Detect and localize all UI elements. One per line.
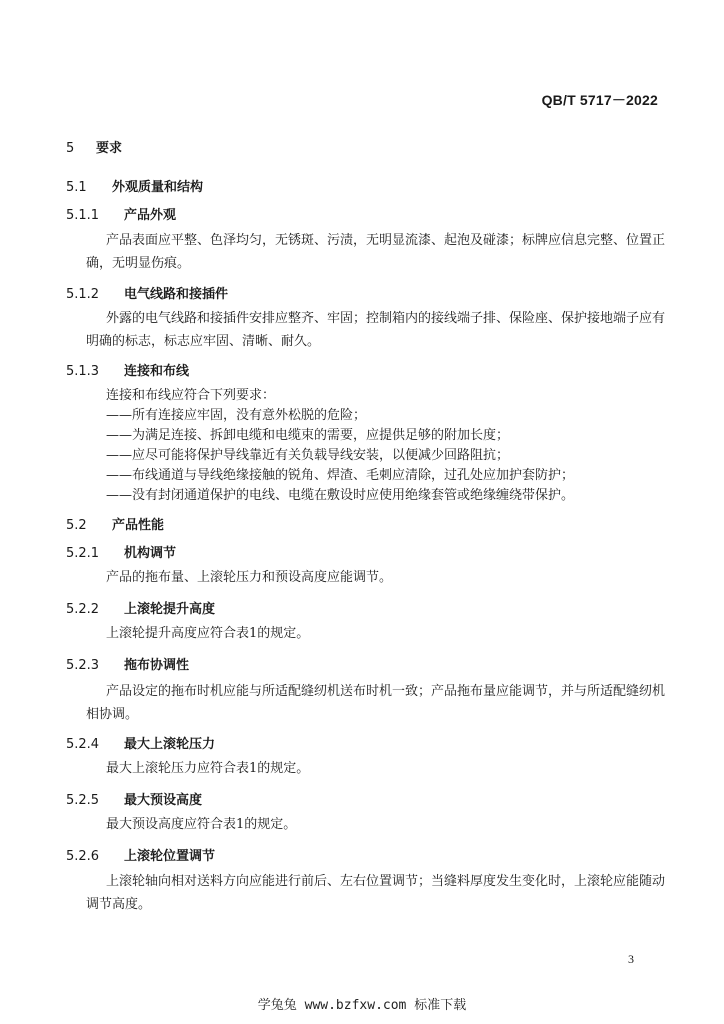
section-heading-5-1 (66, 176, 203, 195)
section-heading-5-2-6 (66, 845, 215, 864)
section-title: 产品性能 (112, 518, 165, 533)
section-number: 5.1 (66, 180, 87, 195)
paragraph-line: 产品设定的拖布时机应能与所适配缝纫机送布时机一致；产品拖布量应能调节，并与所适配缝纫机 (106, 684, 666, 699)
paragraph-line: 产品表面应平整、色泽均匀，无锈斑、污渍，无明显流漆、起泡及碰漆；标牌应信息完整、位置正 (106, 233, 666, 248)
paragraph-line: 明确的标志，标志应牢固、清晰、耐久。 (86, 334, 321, 349)
section-title: 拖布协调性 (124, 658, 190, 673)
section-title: 上滚轮位置调节 (124, 849, 216, 864)
section-number: 5.2.3 (66, 658, 100, 673)
section-number: 5.2.6 (66, 849, 100, 864)
list-item: ——所有连接应牢固，没有意外松脱的危险； (106, 408, 367, 423)
paragraph-line: 外露的电气线路和接插件安排应整齐、牢固；控制箱内的接线端子排、保险座、保护接地端子应有 (106, 311, 666, 326)
section-heading-5-1-3 (66, 360, 189, 379)
section-heading-5-1-1 (66, 204, 176, 223)
section-heading-5-2-3 (66, 654, 189, 673)
section-title: 机构调节 (124, 546, 177, 561)
page-number: 3 (628, 952, 634, 966)
section-number: 5.2.2 (66, 602, 100, 617)
section-title: 最大预设高度 (124, 793, 203, 808)
list-item: ——为满足连接、拆卸电缆和电缆束的需要，应提供足够的附加长度； (106, 428, 510, 443)
paragraph-line: 相协调。 (86, 707, 139, 722)
paragraph-line: 最大预设高度应符合表1的规定。 (106, 817, 297, 832)
section-heading-5-2 (66, 514, 164, 533)
footer-watermark: 学兔兔 www.bzfxw.com 标准下载 (257, 998, 467, 1013)
paragraph-line: 连接和布线应符合下列要求： (106, 388, 276, 403)
section-heading-5-1-2 (66, 283, 228, 302)
section-heading-5-2-5 (66, 789, 202, 808)
section-number: 5.2.1 (66, 546, 100, 561)
section-title: 外观质量和结构 (112, 180, 204, 195)
section-title: 上滚轮提升高度 (124, 602, 216, 617)
section-heading-5-2-1 (66, 542, 176, 561)
section-number: 5.2.5 (66, 793, 100, 808)
section-number: 5.1.2 (66, 287, 100, 302)
paragraph-line: 上滚轮轴向相对送料方向应能进行前后、左右位置调节；当缝料厚度发生变化时，上滚轮应能随动 (106, 874, 666, 889)
standard-code: QB/T 5717－2022 (541, 92, 658, 108)
section-number: 5.2.4 (66, 737, 100, 752)
section-title: 连接和布线 (124, 364, 190, 379)
section-title: 最大上滚轮压力 (124, 737, 216, 752)
section-heading-5-2-4 (66, 733, 215, 752)
section-title: 要求 (96, 141, 123, 156)
paragraph-line: 确，无明显伤痕。 (86, 256, 191, 271)
paragraph-line: 产品的拖布量、上滚轮压力和预设高度应能调节。 (106, 570, 393, 585)
list-item: ——没有封闭通道保护的电线、电缆在敷设时应使用绝缘套管或绝缘缠绕带保护。 (106, 488, 575, 503)
section-number: 5 (66, 141, 75, 156)
section-number: 5.1.1 (66, 208, 100, 223)
list-item: ——布线通道与导线绝缘接触的锐角、焊渣、毛刺应清除，过孔处应加护套防护； (106, 468, 575, 483)
section-number: 5.2 (66, 518, 87, 533)
paragraph-line: 最大上滚轮压力应符合表1的规定。 (106, 761, 310, 776)
paragraph-line: 调节高度。 (86, 897, 152, 912)
section-number: 5.1.3 (66, 364, 100, 379)
section-heading-5 (66, 137, 122, 156)
section-title: 产品外观 (124, 208, 177, 223)
paragraph-line: 上滚轮提升高度应符合表1的规定。 (106, 626, 310, 641)
list-item: ——应尽可能将保护导线靠近有关负载导线安装，以便减少回路阻抗； (106, 448, 510, 463)
section-title: 电气线路和接插件 (124, 287, 229, 302)
section-heading-5-2-2 (66, 598, 215, 617)
